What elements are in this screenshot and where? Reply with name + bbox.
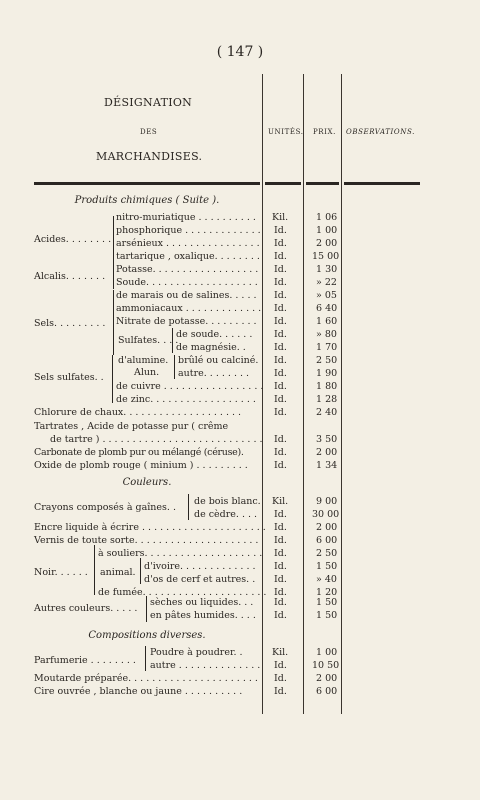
table-row <box>34 367 478 380</box>
row-price: 2 50 <box>316 548 338 559</box>
row-label: sèches ou liquides. . . <box>150 597 254 608</box>
section-title: Produits chimiques ( Suite ). <box>74 195 220 206</box>
group-label-sels: Sels. . . . . . . . . <box>34 318 106 329</box>
row-price: 1 20 <box>316 587 338 598</box>
table-row <box>34 302 478 315</box>
table-row <box>34 420 478 433</box>
row-label: de tartre ) . . . . . . . . . . . . . . . . . . . . . . . . . . . <box>50 434 263 445</box>
row-price: 6 00 <box>316 535 338 546</box>
row-label: ammoniacaux . . . . . . . . . . . . . <box>116 303 262 314</box>
table-row <box>34 609 478 622</box>
row-price: 1 60 <box>316 316 338 327</box>
group-label-alun: Alun. <box>134 367 160 378</box>
row-unit: Kil. <box>272 647 289 658</box>
row-unit: Id. <box>274 225 287 236</box>
header-observations: OBSERVATIONS. <box>346 128 415 136</box>
row-price: 1 80 <box>316 381 338 392</box>
table-row <box>34 521 478 534</box>
row-price: 6 40 <box>316 303 338 314</box>
row-unit: Id. <box>274 381 287 392</box>
row-label: Chlorure de chaux. . . . . . . . . . . . . . . . . . . . <box>34 407 242 418</box>
header-rule <box>265 182 301 185</box>
table-row <box>34 459 478 472</box>
table-row <box>34 354 478 367</box>
section-title: Compositions diverses. <box>88 630 206 641</box>
table-row <box>34 289 478 302</box>
row-unit: Id. <box>274 290 287 301</box>
row-price: 1 50 <box>316 561 338 572</box>
row-label: Soude. . . . . . . . . . . . . . . . . . . <box>116 277 258 288</box>
row-price: 1 70 <box>316 342 338 353</box>
row-price: 2 00 <box>316 238 338 249</box>
table-row <box>34 328 478 341</box>
table-row <box>34 534 478 547</box>
row-price: 2 00 <box>316 673 338 684</box>
header-rule <box>306 182 339 185</box>
row-label: arsénieux . . . . . . . . . . . . . . . . <box>116 238 260 249</box>
row-unit: Id. <box>274 460 287 471</box>
row-price: 1 90 <box>316 368 338 379</box>
row-price: 1 34 <box>316 460 338 471</box>
row-label: Poudre à poudrer. . <box>150 647 243 658</box>
table-row <box>34 211 478 224</box>
group-label-crayons: Crayons composés à gaînes. . <box>34 502 176 513</box>
row-label: à souliers. . . . . . . . . . . . . . . . . . . . <box>98 548 263 559</box>
table-row <box>34 341 478 354</box>
row-label: Encre liquide à écrire . . . . . . . . . . . . . . . . . . . . . <box>34 522 266 533</box>
row-label: Oxide de plomb rouge ( minium ) . . . . . . . . . <box>34 460 248 471</box>
header-rule <box>34 182 260 185</box>
row-unit: Id. <box>274 660 287 671</box>
row-price: 9 00 <box>316 496 338 507</box>
row-unit: Id. <box>274 574 287 585</box>
row-price: 1 28 <box>316 394 338 405</box>
group-label-sulfates: Sulfates. . . . <box>118 335 179 346</box>
row-unit: Id. <box>274 303 287 314</box>
header-marchandises: MARCHANDISES. <box>96 150 203 163</box>
table-row <box>34 380 478 393</box>
row-unit: Id. <box>274 368 287 379</box>
group-label-autres-couleurs: Autres couleurs. . . . . <box>34 603 138 614</box>
row-unit: Id. <box>274 548 287 559</box>
table-row <box>34 406 478 419</box>
row-price: 1 50 <box>316 597 338 608</box>
row-price: » 22 <box>316 277 337 288</box>
row-unit: Kil. <box>272 496 289 507</box>
row-price: 2 00 <box>316 522 338 533</box>
row-label: de cuivre . . . . . . . . . . . . . . . . . <box>116 381 264 392</box>
row-price: 2 40 <box>316 407 338 418</box>
row-label: Vernis de toute sorte. . . . . . . . . . . . . . . . . . . . . <box>34 535 259 546</box>
row-unit: Id. <box>274 342 287 353</box>
row-label-secondary: brûlé ou calciné. <box>178 355 259 366</box>
row-price: 1 06 <box>316 212 338 223</box>
header-designation: DÉSIGNATION <box>104 96 193 109</box>
row-price: 6 00 <box>316 686 338 697</box>
row-unit: Kil. <box>272 212 289 223</box>
row-unit: Id. <box>274 264 287 275</box>
row-unit: Id. <box>274 251 287 262</box>
row-label: de cèdre. . . . <box>194 509 258 520</box>
group-label-alcalis: Alcalis. . . . . . . <box>34 271 106 282</box>
table-row <box>34 315 478 328</box>
row-label: de fumée. . . . . . . . . . . . . . . . . . . . . <box>98 587 267 598</box>
row-label: en pâtes humides. . . . <box>150 610 256 621</box>
table-row <box>34 596 478 609</box>
group-label-acides: Acides. . . . . . . . <box>34 234 112 245</box>
row-price: 1 00 <box>316 647 338 658</box>
row-unit: Id. <box>274 522 287 533</box>
row-price: » 05 <box>316 290 337 301</box>
table-row <box>34 433 478 446</box>
row-label: Carbonate de plomb pur ou mélangé (céruse). <box>34 447 244 458</box>
row-label: phosphorique . . . . . . . . . . . . . <box>116 225 261 236</box>
row-price: 2 50 <box>316 355 338 366</box>
table-row <box>34 263 478 276</box>
row-label: de marais ou de salines. . . . . <box>116 290 257 301</box>
row-price: 3 50 <box>316 434 338 445</box>
row-price: » 80 <box>316 329 337 340</box>
row-label: d'alumine. <box>118 355 169 366</box>
row-price: 1 30 <box>316 264 338 275</box>
header-rule <box>344 182 420 185</box>
row-unit: Id. <box>274 561 287 572</box>
page-number: ( 147 ) <box>216 44 264 60</box>
row-unit: Id. <box>274 610 287 621</box>
row-label: de soude. . . . . . <box>176 329 253 340</box>
row-unit: Id. <box>274 686 287 697</box>
row-label: Potasse. . . . . . . . . . . . . . . . . . <box>116 264 259 275</box>
header-prix: PRIX. <box>313 128 336 136</box>
row-unit: Id. <box>274 277 287 288</box>
row-unit: Id. <box>274 238 287 249</box>
row-label: Cire ouvrée , blanche ou jaune . . . . . . . . . . <box>34 686 243 697</box>
table-row <box>34 237 478 250</box>
group-label-sels-sulfates: Sels sulfates. . <box>34 372 104 383</box>
header-unites: UNITÉS. <box>268 128 304 136</box>
row-unit: Id. <box>274 509 287 520</box>
group-label-parfumerie: Parfumerie . . . . . . . . <box>34 655 136 666</box>
row-label: d'os de cerf et autres. . <box>144 574 256 585</box>
table-row <box>34 573 478 586</box>
row-price: 15 00 <box>312 251 340 262</box>
table-row <box>34 646 478 659</box>
table-row <box>34 446 478 459</box>
table-row <box>34 547 478 560</box>
row-label: autre . . . . . . . . . . . . . . <box>150 660 261 671</box>
row-unit: Id. <box>274 316 287 327</box>
row-price: 30 00 <box>312 509 340 520</box>
table-row <box>34 276 478 289</box>
row-label: Nitrate de potasse. . . . . . . . . <box>116 316 257 327</box>
row-unit: Id. <box>274 673 287 684</box>
row-unit: Id. <box>274 355 287 366</box>
row-unit: Id. <box>274 434 287 445</box>
row-price: » 40 <box>316 574 337 585</box>
table-row <box>34 393 478 406</box>
row-unit: Id. <box>274 597 287 608</box>
row-label: de zinc. . . . . . . . . . . . . . . . . . <box>116 394 256 405</box>
header-des: DES <box>140 128 158 136</box>
row-label: tartarique , oxalique. . . . . . . . <box>116 251 260 262</box>
table-row <box>34 250 478 263</box>
row-label: d'ivoire. . . . . . . . . . . . . <box>144 561 256 572</box>
row-unit: Id. <box>274 535 287 546</box>
row-unit: Id. <box>274 394 287 405</box>
table-row <box>34 224 478 237</box>
row-price: 10 50 <box>312 660 340 671</box>
row-label: de bois blanc. <box>194 496 261 507</box>
row-label: nitro-muriatique . . . . . . . . . . <box>116 212 256 223</box>
row-label: Tartrates , Acide de potasse pur ( crême <box>34 421 229 432</box>
group-label-noir: Noir. . . . . . <box>34 567 88 578</box>
table-row <box>34 659 478 672</box>
row-label: autre. . . . . . . . <box>178 368 250 379</box>
row-price: 1 00 <box>316 225 338 236</box>
row-label: de magnésie. . <box>176 342 246 353</box>
row-unit: Id. <box>274 407 287 418</box>
row-unit: Id. <box>274 587 287 598</box>
section-title: Couleurs. <box>122 477 172 488</box>
table-row <box>34 560 478 573</box>
table-row <box>34 508 478 521</box>
table-row <box>34 685 478 698</box>
row-unit: Id. <box>274 447 287 458</box>
group-label-animal: animal. <box>100 567 136 578</box>
row-label: Moutarde préparée. . . . . . . . . . . . . . . . . . . . . . <box>34 673 258 684</box>
table-row <box>34 495 478 508</box>
row-price: 1 50 <box>316 610 338 621</box>
row-price: 2 00 <box>316 447 338 458</box>
table-row <box>34 672 478 685</box>
row-unit: Id. <box>274 329 287 340</box>
